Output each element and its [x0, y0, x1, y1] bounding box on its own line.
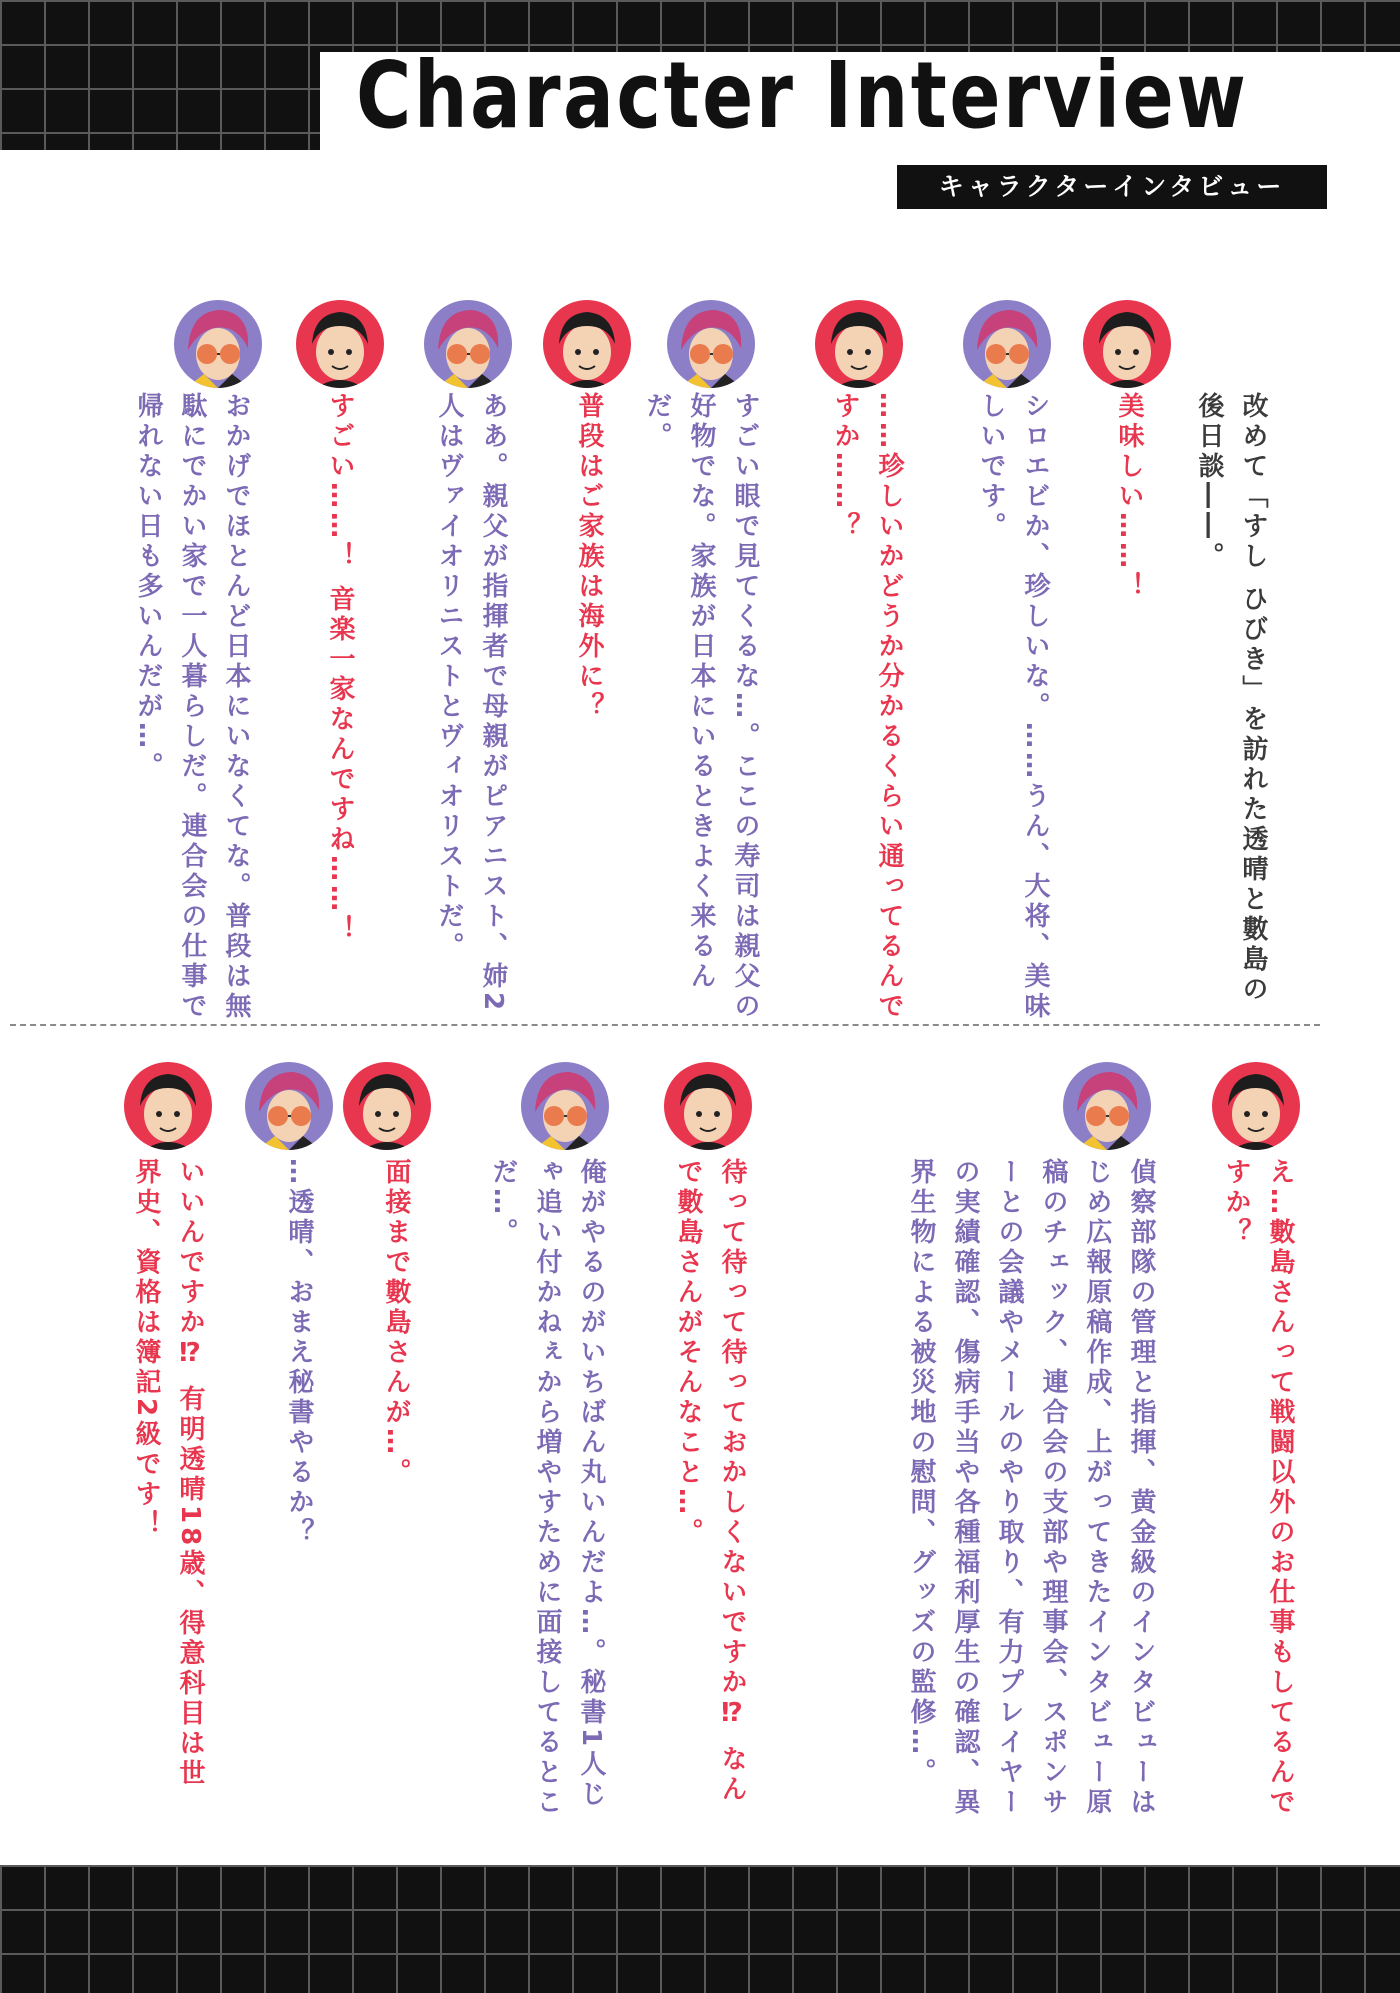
avatar-toharu: [124, 1062, 212, 1150]
avatar-kazushima: [1212, 1062, 1300, 1150]
page-title: Character Interview: [356, 42, 1249, 149]
avatar-kazushima: [174, 300, 262, 388]
avatar-kazushima: [521, 1062, 609, 1150]
dialogue-line: ああ。親父が指揮者で母親がピアニスト、姉2人はヴァイオリニストとヴィオリストだ。: [434, 392, 508, 1015]
avatar-toharu: [815, 300, 903, 388]
dialogue-line: 普段はご家族は海外に？: [574, 392, 604, 722]
dialogue-line: 待って待って待っておかしくないですか⁉ なんで數島さんがそんなこと…。: [673, 1158, 747, 1806]
dialogue-line: おかげでほとんど日本にいなくてな。普段は無駄にでかい家で一人暮らしだ。連合会の仕事で帰れない日も多いんだが…。: [133, 392, 251, 1022]
avatar-kazushima: [245, 1062, 333, 1150]
avatar-toharu: [543, 300, 631, 388]
dialogue-line: 偵察部隊の管理と指揮、黄金級のインタビューはじめ広報原稿作成、上がってきたインタビュー原稿のチェック、連合会の支部や理事会、スポンサーとの会議やメールのやり取り、有力プレイヤーの実績確認、傷病手当や各種福利厚生の確認、異界生物による被災地の慰問、グッズの監修…。: [906, 1158, 1156, 1818]
avatar-kazushima: [424, 300, 512, 388]
dialogue-line: …透晴、おまえ秘書やるか？: [284, 1158, 314, 1548]
dialogue-line: いいんですか⁉ 有明透晴18歳、得意科目は世界史、資格は簿記2級です！: [131, 1158, 205, 1790]
avatar-toharu: [664, 1062, 752, 1150]
intro-text: 改めて「すし ひびき」を訪れた透晴と數島の後日談――。: [1194, 392, 1268, 1006]
dialogue-line: 面接まで數島さんが…。: [381, 1158, 411, 1488]
footer-grid-band: [0, 1865, 1400, 1993]
dialogue-line: シロエビか、珍しいな。……うん、大将、美味しいです。: [976, 392, 1050, 1022]
dialogue-line: ……珍しいかどうか分かるくらい通ってるんですか……？: [830, 392, 904, 1022]
dialogue-line: 美味しい……！: [1114, 392, 1144, 602]
section-divider: [10, 1024, 1320, 1026]
avatar-kazushima: [1063, 1062, 1151, 1150]
dialogue-line: すごい眼で見てくるな…。ここの寿司は親父の好物でな。家族が日本にいるときよく来るんだ。: [642, 392, 760, 1022]
avatar-kazushima: [963, 300, 1051, 388]
avatar-kazushima: [667, 300, 755, 388]
avatar-toharu: [1083, 300, 1171, 388]
dialogue-line: すごい……！ 音楽一家なんですね……！: [325, 392, 355, 946]
dialogue-line: え…數島さんって戦闘以外のお仕事もしてるんですか？: [1221, 1158, 1295, 1818]
avatar-toharu: [296, 300, 384, 388]
avatar-toharu: [343, 1062, 431, 1150]
dialogue-line: 俺がやるのがいちばん丸いんだよ…。秘書1人じゃ追い付かねぇから増やすために面接してるとこだ…。: [488, 1158, 606, 1818]
page-subtitle: キャラクターインタビュー: [897, 165, 1327, 209]
